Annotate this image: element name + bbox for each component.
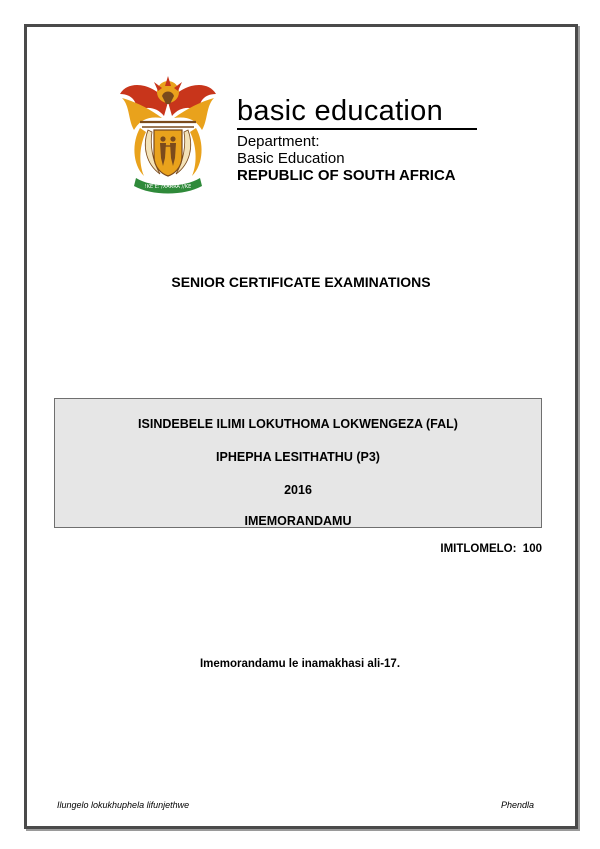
country-name: REPUBLIC OF SOUTH AFRICA [237, 167, 456, 184]
document-type: IMEMORANDAMU [244, 514, 352, 528]
brand-divider [237, 128, 477, 130]
brand-block [237, 96, 477, 185]
department-name: Basic Education [237, 150, 345, 167]
department-label: Department: [237, 133, 320, 150]
paper-number: IPHEPHA LESITHATHU (P3) [216, 450, 380, 464]
brand-name: basic education [237, 95, 444, 127]
subject-title: ISINDEBELE ILIMI LOKUTHOMA LOKWENGEZA (FAL) [138, 417, 458, 431]
svg-text:!KE E: /XARRA //KE: !KE E: /XARRA //KE [144, 184, 192, 190]
exam-year: 2016 [284, 483, 312, 497]
copyright-footer: Ilungelo lokukhuphela lifunjethwe [57, 800, 190, 810]
coat-of-arms-icon [118, 72, 218, 196]
turn-over-footer: Phendla [500, 800, 534, 810]
page-count-note: Imemorandamu le inamakhasi ali-17. [199, 658, 401, 670]
exam-title: SENIOR CERTIFICATE EXAMINATIONS [171, 274, 431, 290]
subject-box [54, 398, 542, 528]
total-marks: IMITLOMELO: 100 [440, 543, 542, 555]
